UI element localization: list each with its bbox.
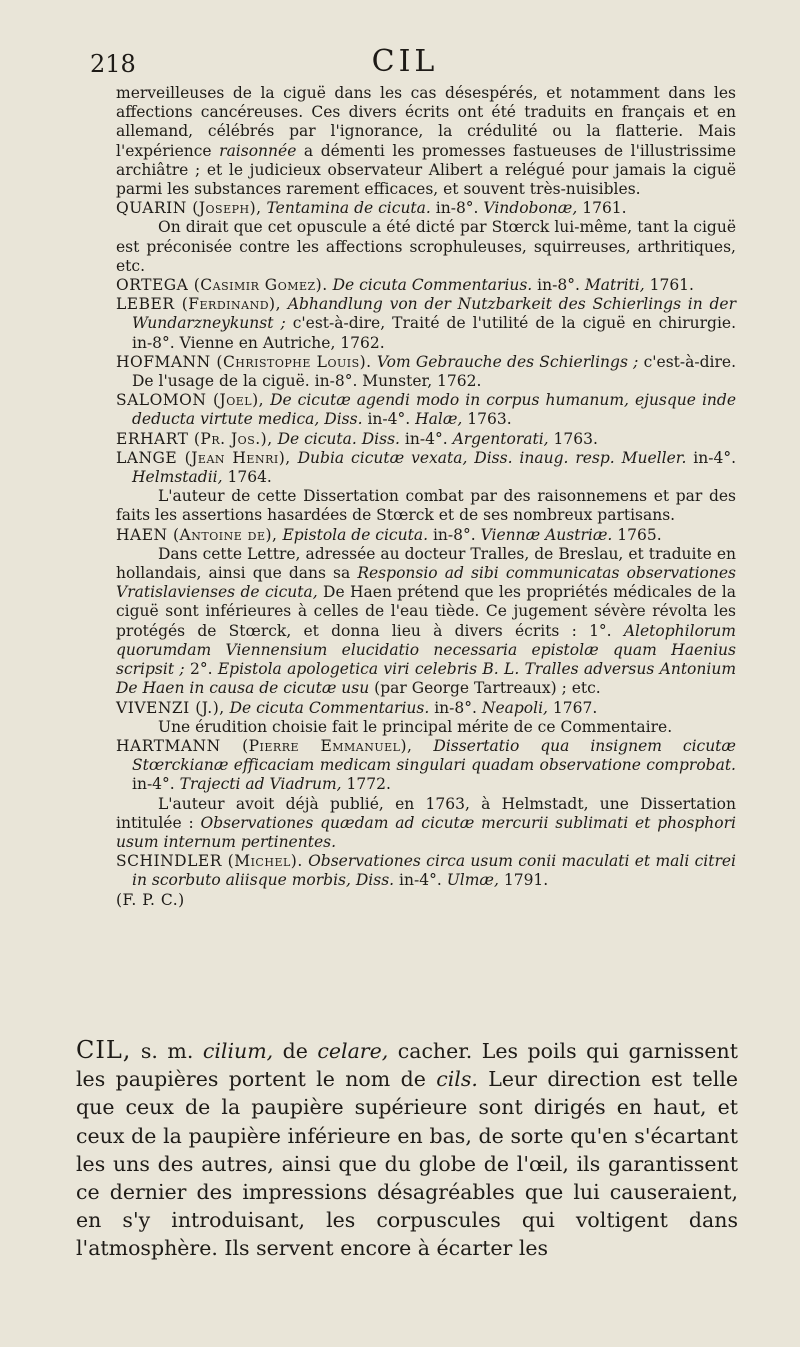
note-quarin: On dirait que cet opuscule a été dicté par Stœrck lui-même, tant la ciguë est préconisée contre les affections scrophuleuses, squirreuses, arthritiques, etc. — [116, 218, 736, 275]
bibliography-block — [116, 84, 736, 910]
entry-haen: HAEN (Antoine de), Epistola de cicuta. in-8°. Viennæ Austriæ. 1765. — [116, 525, 662, 544]
entry-schindler: SCHINDLER (Michel). Observationes circa usum conii maculati et mali citrei in scorbuto aliisque morbis, Diss. in-4°. Ulmæ, 1791. — [116, 852, 736, 890]
entry-quarin: QUARIN (Joseph), Tentamina de cicuta. in-8°. Vindobonæ, 1761. — [116, 199, 627, 218]
note-vivenzi: Une érudition choisie fait le principal mérite de ce Commentaire. — [158, 717, 673, 736]
entry-hofmann: HOFMANN (Christophe Louis). Vom Gebrauche des Schierlings ; c'est-à-dire. De l'usage de la ciguë. in-8°. Munster, 1762. — [116, 352, 736, 391]
running-head: CIL — [371, 44, 439, 79]
page-header — [90, 44, 720, 84]
continued-paragraph: merveilleuses de la ciguë dans les cas désespérés, et notamment dans les affections cancéreuses. Ces divers écrits ont été traduits en français et en allemand, célébrés par l'ignorance, la crédulité ou la flatterie. Mais l'expérience raisonnée a démenti les promesses fastueuses de l'illustrissime archiâtre ; et le judicieux observateur Alibert a relégué pour jamais la ciguë parmi les substances rarement efficaces, et souvent très-nuisibles. — [116, 84, 736, 199]
entry-salomon: SALOMON (Joel), De cicutæ agendi modo in corpus humanum, ejusque inde deducta virtute medica, Diss. in-4°. Halæ, 1763. — [116, 391, 737, 429]
page-number: 218 — [90, 50, 136, 78]
entry-leber: LEBER (Ferdinand), Abhandlung von der Nutzbarkeit des Schierlings in der Wundarzneykunst ; c'est-à-dire, Traité de l'utilité de la ciguë en chirurgie. in-8°. Vienne en Autriche, 1762. — [116, 295, 737, 352]
entry-ortega: ORTEGA (Casimir Gomez). De cicuta Commentarius. in-8°. Matriti, 1761. — [116, 276, 694, 295]
note-hartmann: L'auteur avoit déjà publié, en 1763, à Helmstadt, une Dissertation intitulée : Observationes quædam ad cicutæ mercurii sublimati et phosphori usum internum pertinentes. — [116, 794, 736, 851]
entry-erhart: ERHART (Pr. Jos.), De cicuta. Diss. in-4°. Argentorati, 1763. — [116, 429, 598, 448]
article-headword: CIL, — [76, 1036, 132, 1064]
entry-lange: LANGE (Jean Henri), Dubia cicutæ vexata, Diss. inaug. resp. Mueller. in-4°. Helmstadii, 1764. — [116, 448, 737, 487]
article-text: CIL, s. m. cilium, de celare, cacher. Les poils qui garnissent les paupières portent le nom de cils. Leur direction est telle que ceux de la paupière supérieure sont dirigés en haut, et ceux de la paupière inférieure en bas, de sorte qu'en s'écartant les uns des autres, ainsi que du globe de l'œil, ils garantissent ce dernier des impressions désagréables que lui causeraient, en s'y introduisant, les corpuscules qui voltigent dans l'atmosphère. Ils servent encore à écarter les — [76, 1036, 739, 1261]
note-haen: Dans cette Lettre, adressée au docteur Tralles, de Breslau, et traduite en hollandais, ainsi que dans sa Responsio ad sibi communicatas observationes Vratislavienses de cicuta, De Haen prétend que les propriétés médicales de la ciguë sont inférieures à celles de l'eau tiède. Ce jugement sévère révolta les protégés de Stœrck, et donna lieu à divers écrits : 1°. Aletophilorum quorumdam Viennensium elucidatio necessaria epistolæ quam Haenius scripsit ; 2°. Epistola apologetica viri celebris B. L. Tralles adversus Antonium De Haen in causa de cicutæ usu (par George Tartreaux) ; etc. — [116, 544, 737, 698]
article-cil — [76, 1036, 738, 1263]
entry-hartmann: HARTMANN (Pierre Emmanuel), Dissertatio qua insignem cicutæ Stœrckianæ efficaciam medicam singulari quadam observatione comprobat. in-4°. Trajecti ad Viadrum, 1772. — [116, 736, 736, 794]
author-signature: (F. P. C.) — [116, 890, 185, 909]
entry-vivenzi: VIVENZI (J.), De cicuta Commentarius. in-8°. Neapoli, 1767. — [116, 698, 598, 717]
note-lange: L'auteur de cette Dissertation combat par des raisonnemens et par des faits les assertions hasardées de Stœrck et de ses nombreux partisans. — [116, 487, 736, 525]
